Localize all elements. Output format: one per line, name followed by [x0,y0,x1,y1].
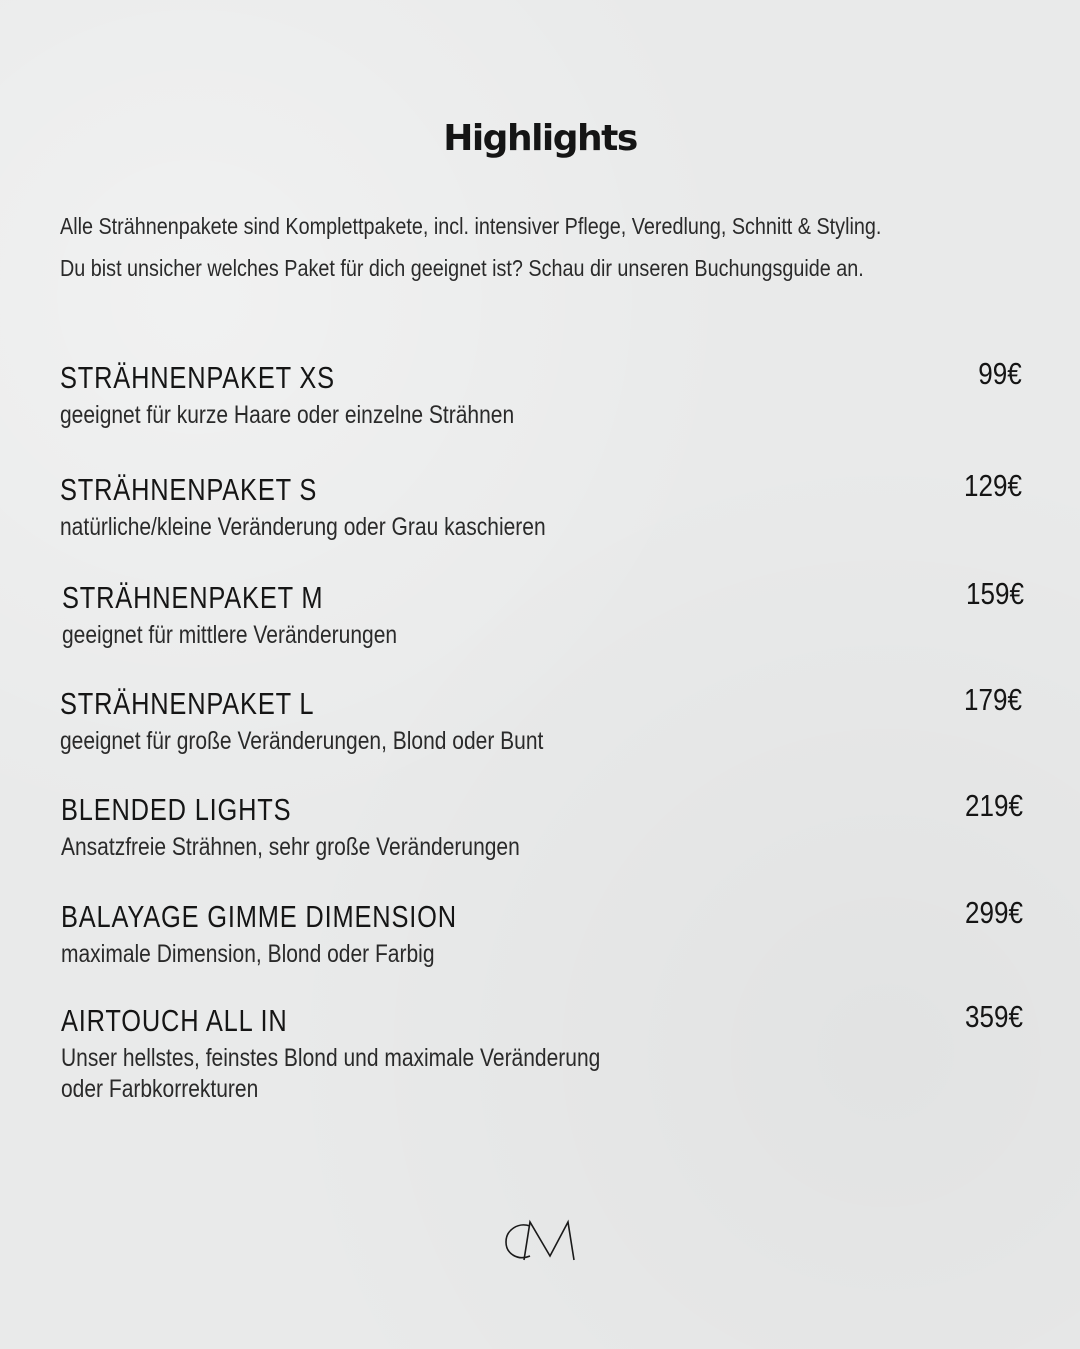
service-price: 99€ [978,356,1022,391]
page-title: Highlights [443,118,637,159]
service-price: 359€ [965,999,1023,1034]
service-name: STRÄHNENPAKET M [62,580,324,615]
service-name: STRÄHNENPAKET L [60,686,315,721]
service-item-s [60,468,1022,543]
service-description: geeignet für mittlere Veränderungen [62,621,398,649]
service-description-line-2: oder Farbkorrekturen [61,1075,259,1103]
cm-monogram-icon [500,1216,580,1266]
service-name: STRÄHNENPAKET XS [60,360,335,395]
intro-line-2: Du bist unsicher welches Paket für dich geeignet ist? Schau dir unseren Buchungsguide an. [60,255,864,281]
service-price: 219€ [965,788,1023,823]
intro-line-1: Alle Strähnenpakete sind Komplettpakete, incl. intensiver Pflege, Veredlung, Schnitt & Styling. [60,213,882,239]
service-price: 129€ [964,468,1022,503]
service-item-m [62,576,1024,651]
service-description: natürliche/kleine Veränderung oder Grau kaschieren [60,513,546,541]
service-name: BALAYAGE GIMME DIMENSION [61,899,457,934]
service-price: 299€ [965,895,1023,930]
service-description: Unser hellstes, feinstes Blond und maximale Veränderung [61,1044,601,1072]
service-description: geeignet für kurze Haare oder einzelne Strähnen [60,401,515,429]
service-name: STRÄHNENPAKET S [60,472,318,507]
service-description: geeignet für große Veränderungen, Blond oder Bunt [60,727,544,755]
intro-text [60,205,886,289]
service-item-xs [60,356,1022,431]
service-item-blended-lights [61,788,1023,863]
service-description: maximale Dimension, Blond oder Farbig [61,940,435,968]
service-description: Ansatzfreie Strähnen, sehr große Veränderungen [61,833,520,861]
service-item-l [60,682,1022,757]
service-item-balayage [61,895,1023,970]
cm-monogram-logo [0,1216,1080,1271]
service-name: AIRTOUCH ALL IN [61,1003,288,1038]
service-price: 179€ [964,682,1022,717]
service-name: BLENDED LIGHTS [61,792,292,827]
service-item-airtouch [61,999,1023,1105]
service-price: 159€ [966,576,1024,611]
